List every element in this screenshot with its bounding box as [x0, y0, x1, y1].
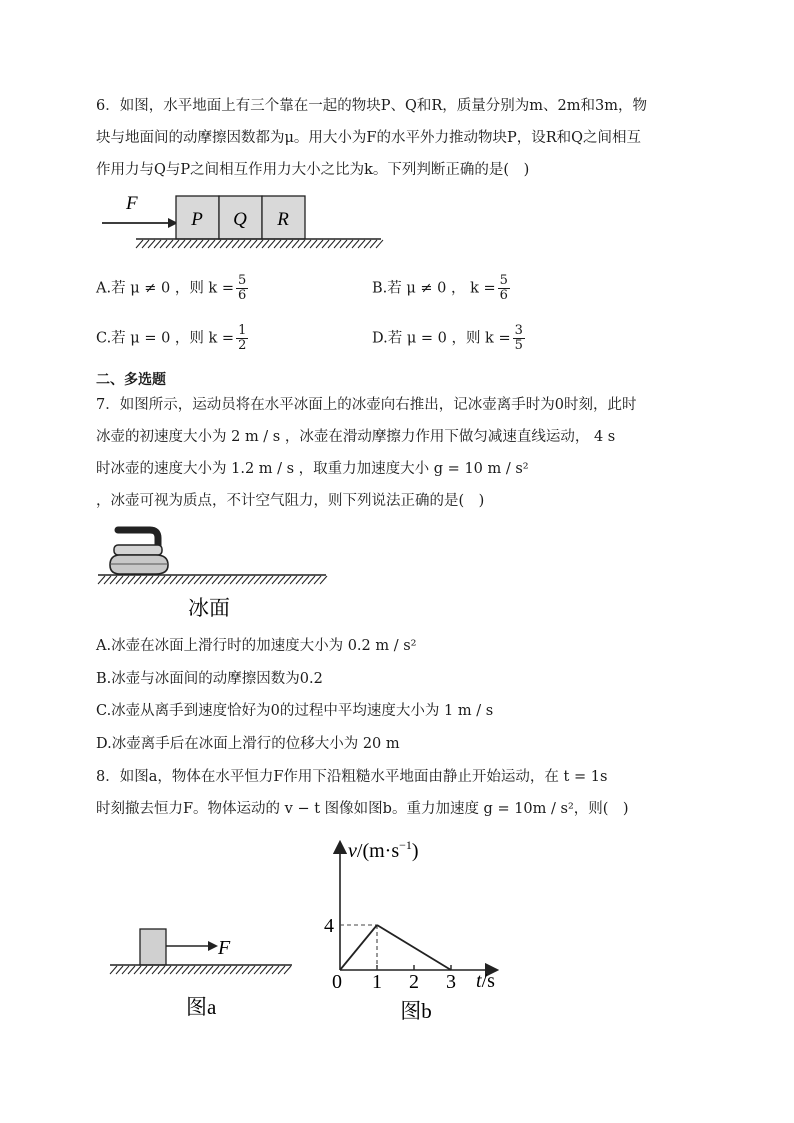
hatch-mark [128, 966, 135, 974]
hatch-mark [364, 240, 371, 248]
hatch-mark [122, 576, 129, 584]
hatch-mark [136, 240, 143, 248]
hatch-mark [148, 240, 155, 248]
q6-option-d-den: 5 [514, 338, 523, 353]
hatch-mark [358, 240, 365, 248]
q6-option-c-num: 1 [238, 323, 247, 338]
hatch-mark [146, 966, 153, 974]
hatch-mark [320, 576, 327, 584]
hatch-mark [292, 240, 299, 248]
curling-handle [118, 530, 158, 546]
hatch-mark [236, 966, 243, 974]
hatch-mark [334, 240, 341, 248]
hatch-mark [242, 576, 249, 584]
hatch-mark [190, 240, 197, 248]
hatch-mark [238, 240, 245, 248]
hatch-mark [278, 966, 285, 974]
q6-option-d-num: 3 [514, 323, 523, 338]
q6-block-r-label: R [277, 209, 289, 230]
hatch-mark [352, 240, 359, 248]
q8-line-1: 8．如图a，物体在水平恒力F作用下沿粗糙水平地面由静止开始运动，在 t = 1s [96, 769, 608, 785]
q6-option-c-text: C.若 μ = 0 ，则 k = [96, 330, 235, 347]
q6-ground-hatch [136, 240, 383, 248]
hatch-mark [152, 966, 159, 974]
hatch-mark [134, 966, 141, 974]
fig-b-caption: 图b [400, 999, 432, 1023]
hatch-mark [236, 576, 243, 584]
q7-option-b[interactable]: B.冰壶与冰面间的动摩擦因数为0.2 [96, 671, 323, 687]
hatch-mark [202, 240, 209, 248]
hatch-mark [200, 966, 207, 974]
hatch-mark [208, 240, 215, 248]
q7-line-1: 7．如图所示，运动员将在水平冰面上的冰壶向右推出，记冰壶离手时为0时刻，此时 [96, 397, 637, 413]
hatch-mark [212, 576, 219, 584]
hatch-mark [340, 240, 347, 248]
hatch-mark [146, 576, 153, 584]
hatch-mark [176, 576, 183, 584]
hatch-mark [110, 576, 117, 584]
hatch-mark [248, 576, 255, 584]
q6-block-q-label: Q [233, 209, 247, 230]
hatch-mark [178, 240, 185, 248]
hatch-mark [230, 966, 237, 974]
q6-option-c-frac [236, 324, 248, 353]
hatch-mark [226, 240, 233, 248]
y-tick-label: 4 [324, 915, 334, 937]
hatch-mark [284, 966, 291, 974]
hatch-mark [98, 576, 105, 584]
q6-option-b[interactable] [372, 274, 510, 303]
hatch-mark [172, 240, 179, 248]
hatch-mark [196, 240, 203, 248]
q6-option-d-frac [513, 324, 525, 353]
hatch-mark [290, 576, 297, 584]
hatch-mark [244, 240, 251, 248]
section-multiple-choice: 二、多选题 [96, 372, 166, 388]
q6-option-a[interactable] [96, 274, 248, 303]
q6-option-b-text: B.若 μ ≠ 0 ， k = [372, 280, 496, 297]
hatch-mark [218, 576, 225, 584]
curling-top [114, 545, 162, 555]
q7-line-3: 时冰壶的速度大小为 1.2 m / s ，取重力加速度大小 g = 10 m / s² [96, 461, 529, 477]
hatch-mark [278, 576, 285, 584]
hatch-mark [232, 240, 239, 248]
fig-a-caption: 图a [186, 995, 217, 1019]
hatch-mark [346, 240, 353, 248]
vt-segment [377, 925, 451, 970]
hatch-mark [206, 576, 213, 584]
q6-option-d-text: D.若 μ = 0 ，则 k = [372, 330, 511, 347]
q8-force-label: F [218, 937, 231, 959]
hatch-mark [316, 240, 323, 248]
hatch-mark [266, 966, 273, 974]
q7-option-a[interactable]: A.冰壶在冰面上滑行时的加速度大小为 0.2 m / s² [96, 638, 417, 654]
hatch-mark [274, 240, 281, 248]
ice-surface-hatch [98, 576, 327, 584]
hatch-mark [194, 576, 201, 584]
q6-option-a-frac [236, 274, 248, 303]
hatch-mark [184, 240, 191, 248]
q8-line-2: 时刻撤去恒力F。物体运动的 v − t 图像如图b。重力加速度 g = 10m / s²，则( ) [96, 801, 629, 817]
hatch-mark [328, 240, 335, 248]
hatch-mark [224, 576, 231, 584]
hatch-mark [260, 966, 267, 974]
q7-figure [96, 522, 336, 624]
hatch-mark [140, 966, 147, 974]
hatch-mark [376, 240, 383, 248]
hatch-mark [142, 240, 149, 248]
hatch-mark [176, 966, 183, 974]
hatch-mark [272, 966, 279, 974]
hatch-mark [188, 966, 195, 974]
hatch-mark [104, 576, 111, 584]
ice-surface-label: 冰面 [188, 596, 230, 620]
q6-force-label: F [126, 193, 138, 214]
hatch-mark [140, 576, 147, 584]
hatch-mark [164, 966, 171, 974]
hatch-mark [170, 966, 177, 974]
q8-ground-hatch [110, 966, 291, 974]
hatch-mark [370, 240, 377, 248]
hatch-mark [116, 966, 123, 974]
hatch-mark [256, 240, 263, 248]
hatch-mark [116, 576, 123, 584]
hatch-mark [220, 240, 227, 248]
hatch-mark [214, 240, 221, 248]
q6-option-b-num: 5 [499, 273, 508, 288]
hatch-mark [262, 240, 269, 248]
q6-option-c-den: 2 [238, 338, 247, 353]
hatch-mark [322, 240, 329, 248]
q8-figure-a [108, 920, 298, 1025]
hatch-mark [254, 966, 261, 974]
hatch-mark [304, 240, 311, 248]
hatch-mark [158, 576, 165, 584]
q6-option-c[interactable] [96, 324, 248, 353]
hatch-mark [272, 576, 279, 584]
hatch-mark [164, 576, 171, 584]
hatch-mark [128, 576, 135, 584]
hatch-mark [254, 576, 261, 584]
hatch-mark [122, 966, 129, 974]
hatch-mark [206, 966, 213, 974]
q7-line-2: 冰壶的初速度大小为 2 m / s ，冰壶在滑动摩擦力作用下做匀减速直线运动， 4 s [96, 429, 616, 445]
hatch-mark [134, 576, 141, 584]
hatch-mark [310, 240, 317, 248]
hatch-mark [188, 576, 195, 584]
q6-line-3: 作用力与Q与P之间相互作用力大小之比为k。下列判断正确的是( ) [96, 162, 530, 178]
hatch-mark [200, 576, 207, 584]
q8-vt-chart [318, 835, 513, 1030]
q6-option-d[interactable] [372, 324, 525, 353]
hatch-mark [218, 966, 225, 974]
hatch-mark [284, 576, 291, 584]
q7-line-4: ，冰壶可视为质点，不计空气阻力，则下列说法正确的是( ) [96, 493, 485, 509]
hatch-mark [268, 240, 275, 248]
hatch-mark [110, 966, 117, 974]
q7-option-c[interactable]: C.冰壶从离手到速度恰好为0的过程中平均速度大小为 1 m / s [96, 703, 494, 719]
hatch-mark [302, 576, 309, 584]
hatch-mark [170, 576, 177, 584]
hatch-mark [154, 240, 161, 248]
q8-arrow-head [208, 941, 218, 951]
q7-option-d[interactable]: D.冰壶离手后在冰面上滑行的位移大小为 20 m [96, 736, 400, 752]
hatch-mark [280, 240, 287, 248]
q6-option-b-den: 6 [499, 288, 508, 303]
hatch-mark [286, 240, 293, 248]
q6-option-b-frac [498, 274, 510, 303]
hatch-mark [182, 576, 189, 584]
hatch-mark [298, 240, 305, 248]
hatch-mark [248, 966, 255, 974]
x-tick-label: 3 [446, 971, 456, 993]
hatch-mark [166, 240, 173, 248]
hatch-mark [194, 966, 201, 974]
hatch-mark [296, 576, 303, 584]
vt-segment [340, 925, 377, 970]
hatch-mark [260, 576, 267, 584]
hatch-mark [212, 966, 219, 974]
x-tick-label: 1 [372, 971, 382, 993]
q6-option-a-text: A.若 μ ≠ 0 ，则 k = [96, 280, 234, 297]
q6-option-a-den: 6 [237, 288, 247, 303]
hatch-mark [158, 966, 165, 974]
hatch-mark [224, 966, 231, 974]
hatch-mark [314, 576, 321, 584]
q6-figure [96, 190, 396, 252]
origin-label: 0 [332, 971, 342, 993]
q6-block-p-label: P [191, 209, 203, 230]
q6-option-a-num: 5 [237, 273, 247, 288]
q6-line-2: 块与地面间的动摩擦因数都为μ。用大小为F的水平外力推动物块P，设R和Q之间相互 [96, 130, 642, 146]
x-axis-label: t/s [476, 970, 495, 992]
hatch-mark [242, 966, 249, 974]
q6-line-1: 6．如图，水平地面上有三个靠在一起的物块P、Q和R，质量分别为m、2m和3m，物 [96, 98, 647, 114]
x-tick-label: 2 [409, 971, 419, 993]
hatch-mark [250, 240, 257, 248]
hatch-mark [160, 240, 167, 248]
y-axis-label: $v/(m\cdot s^{-1})$ [348, 838, 419, 862]
hatch-mark [152, 576, 159, 584]
hatch-mark [230, 576, 237, 584]
q8-block [140, 929, 166, 965]
hatch-mark [266, 576, 273, 584]
hatch-mark [308, 576, 315, 584]
hatch-mark [182, 966, 189, 974]
